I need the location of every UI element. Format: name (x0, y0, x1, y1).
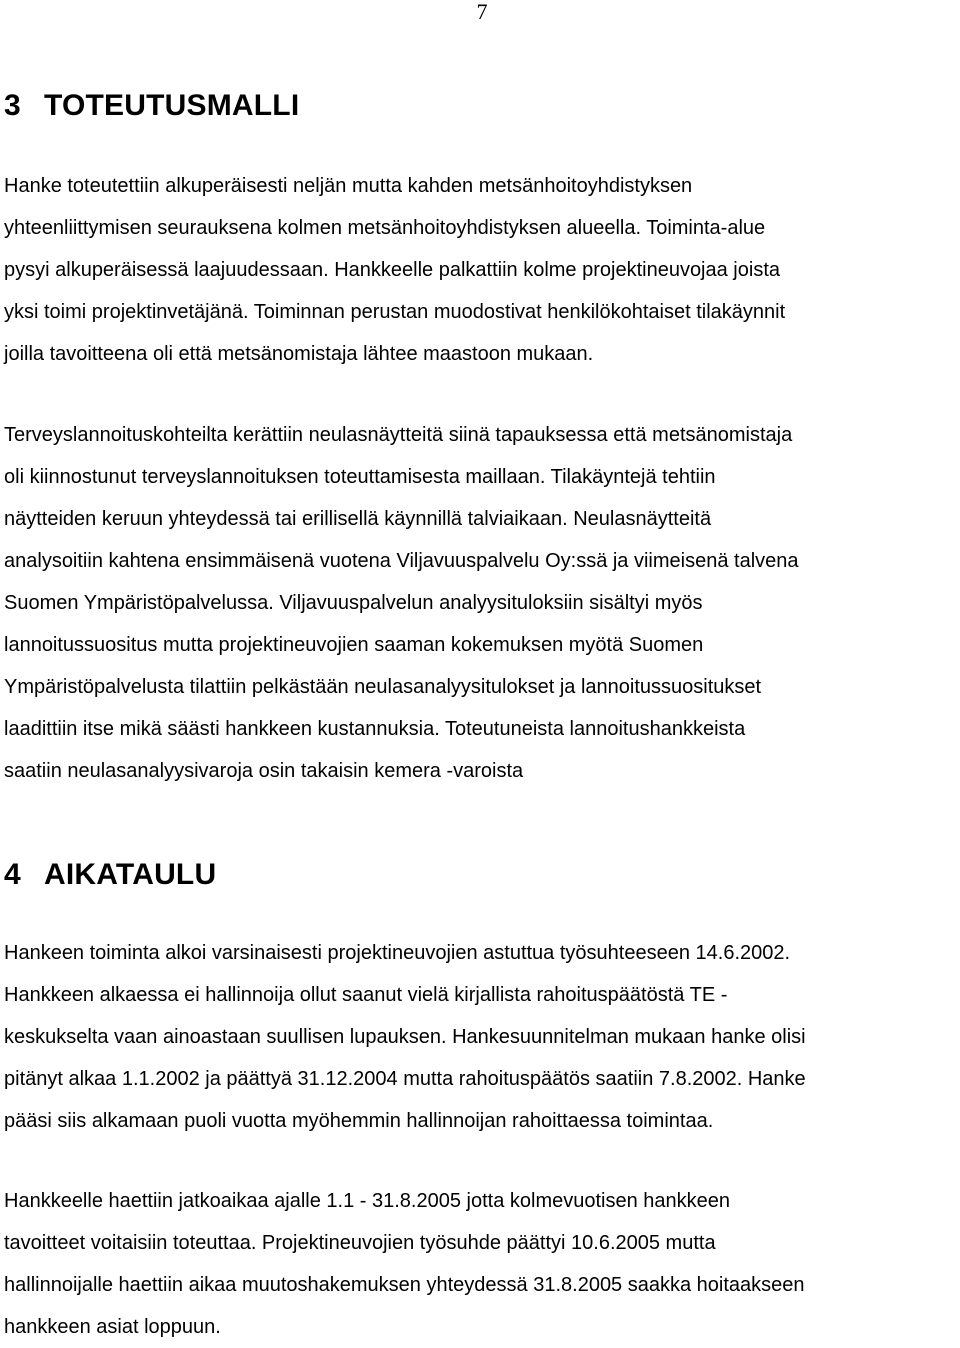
paragraph (4, 414, 960, 792)
text-line: keskukselta vaan ainoastaan suullisen lupauksen. Hankesuunnitelman mukaan hanke olisi (4, 1026, 806, 1048)
text-line: Hankeen toiminta alkoi varsinaisesti projektineuvojien astuttua työsuhteeseen 14.6.2002. (4, 942, 791, 964)
text-line: joilla tavoitteena oli että metsänomistaja lähtee maastoon mukaan. (4, 343, 594, 365)
text-line: hankkeen asiat loppuun. (4, 1316, 221, 1338)
text-line: lannoitussuositus mutta projektineuvojien saaman kokemuksen myötä Suomen (4, 634, 704, 656)
text-line: saatiin neulasanalyysivaroja osin takaisin kemera -varoista (4, 760, 524, 782)
section-title: AIKATAULU (44, 858, 217, 891)
text-line: yhteenliittymisen seurauksena kolmen metsänhoitoyhdistyksen alueella. Toiminta-alue (4, 217, 766, 239)
text-line: Suomen Ympäristöpalvelussa. Viljavuuspalvelun analyysituloksiin sisältyi myös (4, 592, 703, 614)
paragraph (4, 1180, 960, 1348)
text-line: laadittiin itse mikä säästi hankkeen kustannuksia. Toteutuneista lannoitushankkeista (4, 718, 746, 740)
text-line: yksi toimi projektinvetäjänä. Toiminnan perustan muodostivat henkilökohtaiset tilakäynnit (4, 301, 786, 323)
text-line: tavoitteet voitaisiin toteuttaa. Projektineuvojien työsuhde päättyi 10.6.2005 mutta (4, 1232, 716, 1254)
text-line: pysyi alkuperäisessä laajuudessaan. Hankkeelle palkattiin kolme projektineuvojaa joista (4, 259, 780, 281)
paragraph (4, 165, 960, 375)
text-line: pitänyt alkaa 1.1.2002 ja päättyä 31.12.2004 mutta rahoituspäätös saatiin 7.8.2002. Hanke (4, 1068, 806, 1090)
section-title: TOTEUTUSMALLI (44, 89, 300, 122)
page-number: 7 (476, 0, 488, 24)
text-line: pääsi siis alkamaan puoli vuotta myöhemmin hallinnoijan rahoittaessa toimintaa. (4, 1110, 714, 1132)
text-line: oli kiinnostunut terveyslannoituksen toteuttamisesta maillaan. Tilakäyntejä tehtiin (4, 466, 716, 488)
text-line: Hanke toteutettiin alkuperäisesti neljän mutta kahden metsänhoitoyhdistyksen (4, 175, 693, 197)
text-line: Hankkeelle haettiin jatkoaikaa ajalle 1.1 - 31.8.2005 jotta kolmevuotisen hankkeen (4, 1190, 731, 1212)
section-heading-aikataulu (4, 857, 216, 893)
text-line: näytteiden keruun yhteydessä tai erillisellä käynnillä talviaikaan. Neulasnäytteitä (4, 508, 712, 530)
section-heading-toteutusmalli (4, 88, 299, 124)
paragraph (4, 932, 960, 1142)
section-number: 3 (4, 89, 21, 122)
text-line: analysoitiin kahtena ensimmäisenä vuotena Viljavuuspalvelu Oy:ssä ja viimeisenä talvena (4, 550, 799, 572)
section-number: 4 (4, 858, 21, 891)
text-line: hallinnoijalle haettiin aikaa muutoshakemuksen yhteydessä 31.8.2005 saakka hoitaakseen (4, 1274, 805, 1296)
text-line: Ympäristöpalvelusta tilattiin pelkästään neulasanalyysitulokset ja lannoitussuositukset (4, 676, 762, 698)
text-line: Hankkeen alkaessa ei hallinnoija ollut saanut vielä kirjallista rahoituspäätöstä TE - (4, 984, 728, 1006)
text-line: Terveyslannoituskohteilta kerättiin neulasnäytteitä siinä tapauksessa että metsänomistaja (4, 424, 793, 446)
